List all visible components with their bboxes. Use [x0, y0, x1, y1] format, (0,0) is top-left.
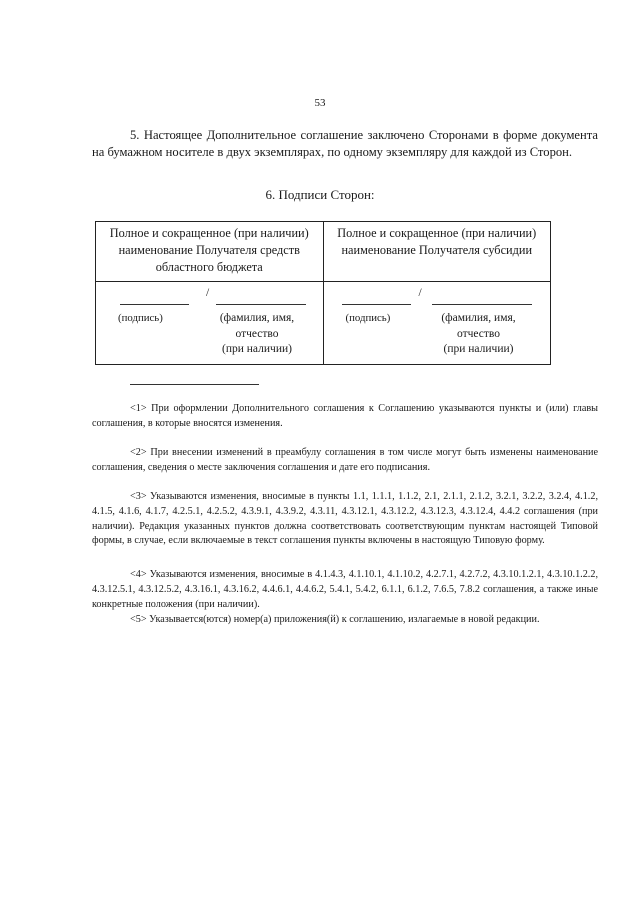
name-line — [432, 304, 532, 305]
slash: / — [206, 287, 210, 299]
name-label: (фамилия, имя, отчество (при наличии) — [441, 312, 516, 355]
paragraph-5 — [92, 127, 598, 162]
footnote-separator — [130, 384, 259, 385]
footnote-4: <4> Указываются изменения, вносимые в 4.1.4.3, 4.1.10.1, 4.1.10.2, 4.2.7.1, 4.2.7.2, 4.3.10.1.2.1, 4.3.10.1.2.2, 4.3.12.5.1, 4.3.12.5.2, 4.3.16.1, 4.3.16.2, 4.4.6.1, 4.4.6.2, 5.4.1, 5.4.2, 6.1.1, 6.1.2, 7.6.5, 7.8.2 соглашения, а также иные конкретные положения (при наличии). — [92, 569, 598, 610]
right-header-cell — [323, 222, 551, 282]
right-header: Полное и сокращенное (при наличии) наименование Получателя субсидии — [337, 226, 537, 257]
footnote-2: <2> При внесении изменений в преамбулу соглашения в том числе могут быть изменены наименование соглашения, сведения о месте заключения соглашения и дате его подписания. — [92, 447, 598, 473]
slash: / — [418, 287, 422, 299]
paragraph-5-text: 5. Настоящее Дополнительное соглашение заключено Сторонами в форме документа на бумажном носителе в двух экземплярах, по одному экземпляру для каждой из Сторон. — [92, 128, 598, 160]
footnote-1: <1> При оформлении Дополнительного соглашения к Соглашению указываются пункты и (или) главы соглашения, в которые вносятся изменения. — [92, 403, 598, 429]
left-header-cell — [96, 222, 324, 282]
signature-line — [342, 304, 411, 305]
signature-table — [95, 221, 551, 365]
signature-line — [120, 304, 189, 305]
name-label: (фамилия, имя, отчество (при наличии) — [219, 312, 295, 355]
left-header: Полное и сокращенное (при наличии) наименование Получателя средств областного бюджета — [109, 226, 309, 274]
right-signature-cell — [323, 282, 551, 365]
name-line — [216, 304, 306, 305]
section-title: 6. Подписи Сторон: — [265, 187, 375, 202]
footnote-3: <3> Указываются изменения, вносимые в пункты 1.1, 1.1.1, 1.1.2, 2.1, 2.1.1, 2.1.2, 3.2.1, 3.2.2, 3.2.4, 4.1.2, 4.1.5, 4.1.6, 4.1.7, 4.2.5.1, 4.2.5.2, 4.3.9.1, 4.3.9.2, 4.3.11, 4.3.12.1, 4.3.12.2, 4.3.12.3, 4.3.12.4, 4.4.2 соглашения (при наличии). Редакция указанных пунктов должна соответствовать соответствующим пунктам настоящей Типовой формы, в случае, если включаемые в текст соглашения пункты включены в настоящую Типовую форму. — [92, 491, 598, 547]
left-signature-cell — [96, 282, 324, 365]
footnote-5: <5> Указывается(ются) номер(а) приложения(й) к соглашению, излагаемые в новой редакции. — [130, 614, 540, 625]
page-number: 53 — [314, 97, 326, 109]
sign-label: (подпись) — [345, 312, 391, 324]
sign-label: (подпись) — [118, 312, 163, 324]
